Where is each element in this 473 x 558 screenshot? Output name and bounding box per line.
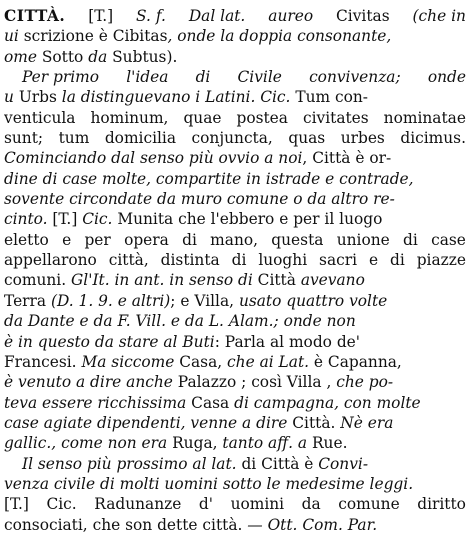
text-run: [T.] <box>88 7 114 25</box>
entry-line <box>4 474 466 494</box>
text-run: Subtus). <box>112 47 178 66</box>
text-run: per <box>84 230 111 249</box>
text-run: Ruga, <box>167 434 223 453</box>
text-run: Nè era <box>340 413 394 432</box>
text-run: civitates <box>302 108 369 127</box>
text-run: diritto <box>417 495 466 514</box>
text-run: Civitas <box>336 7 390 25</box>
text-run: : Parla al modo de' <box>214 332 361 351</box>
entry-line <box>4 393 466 413</box>
entry-line <box>4 128 466 148</box>
text-run: luoghi <box>258 251 308 270</box>
entry-line <box>4 169 466 189</box>
text-run: Urbs <box>18 88 62 107</box>
text-run: di <box>389 251 405 270</box>
text-run: Palazzo ; così Villa , <box>172 373 337 392</box>
text-run: appellarono <box>4 251 97 270</box>
text-run: Cic. <box>82 210 113 229</box>
text-run: Tum con- <box>290 88 369 107</box>
entry-line <box>4 332 466 352</box>
text-run: Civile <box>237 68 282 87</box>
text-run: scrizione è Cibitas <box>23 27 168 46</box>
text-run: è Capanna, <box>309 352 402 371</box>
text-run: [T.] <box>4 495 29 514</box>
text-run: è in questo da stare al Buti <box>4 332 215 351</box>
text-run: distinta <box>160 251 220 270</box>
text-run: aureo <box>268 7 314 25</box>
text-run: è venuto a dire anche <box>4 373 173 392</box>
text-run: piazze <box>416 251 466 270</box>
text-run: d' <box>198 495 214 514</box>
entry-line <box>4 413 466 433</box>
text-run: di Città è <box>236 454 319 473</box>
text-run: case <box>431 230 466 249</box>
text-run: eletto <box>4 230 49 249</box>
entry-line <box>4 209 466 229</box>
text-run: sacri <box>319 251 358 270</box>
entry-line <box>4 372 466 392</box>
text-run: da <box>83 47 113 66</box>
text-run: Gl'It. in ant. in senso di <box>71 271 253 290</box>
text-run: gallic., come non era <box>4 434 168 453</box>
entry-line <box>4 270 466 290</box>
entry-line <box>4 433 466 453</box>
text-run: Ma siccome <box>81 352 175 371</box>
text-run: — Ott. Com. Par. <box>247 515 378 534</box>
text-run: cinto. <box>4 210 53 229</box>
dictionary-entry <box>4 6 466 535</box>
entry-line <box>4 291 466 311</box>
entry-line <box>4 6 466 26</box>
text-run: di campagna, con molte <box>234 393 421 412</box>
text-run: Convi- <box>318 454 369 473</box>
text-run: Francesi. <box>4 352 82 371</box>
text-run: dine di case molte, compartite in istrade e contrade, <box>4 169 414 188</box>
text-run: la distinguevano i Latini. Cic. <box>61 88 291 107</box>
text-run: onde <box>427 68 466 87</box>
text-run: Il senso più prossimo al lat. <box>22 454 237 473</box>
text-run: dicimus. <box>400 129 466 148</box>
text-run: Città <box>252 271 301 290</box>
text-run: quae <box>183 108 222 127</box>
entry-line <box>4 108 466 128</box>
text-run: u <box>4 88 19 107</box>
text-run: (che in <box>412 7 466 25</box>
text-run: da <box>301 495 321 514</box>
text-run: Casa, <box>174 352 228 371</box>
text-run: mano, <box>210 230 259 249</box>
entry-line <box>4 515 466 535</box>
text-run: CITTÀ. <box>4 7 66 25</box>
text-run: teva essere ricchissima <box>4 393 187 412</box>
text-run: convivenza; <box>309 68 401 87</box>
text-run: hominum, <box>90 108 169 127</box>
text-run: ui <box>4 27 24 46</box>
text-run: opera <box>124 230 169 249</box>
text-run: e <box>62 230 72 249</box>
text-run: usato quattro volte <box>238 291 388 310</box>
text-run: Sotto <box>41 47 84 66</box>
text-run: comuni. <box>4 271 72 290</box>
text-run: di <box>195 68 211 87</box>
text-run: conjuncta, <box>191 129 273 148</box>
text-run: avevano <box>300 271 365 290</box>
entry-line <box>4 454 466 474</box>
text-run: venza civile di molti uomini sotto le medesime leggi. <box>4 474 414 493</box>
text-run: Dal lat. <box>188 7 246 25</box>
text-run: venticula <box>4 108 76 127</box>
text-run: che po- <box>336 373 394 392</box>
text-run: sovente circondate da muro comune o da altro re- <box>4 190 395 209</box>
text-run: urbes <box>340 129 385 148</box>
text-run: città, <box>108 251 149 270</box>
text-run: Radunanze <box>94 495 182 514</box>
text-run: domicilia <box>104 129 177 148</box>
entry-line <box>4 352 466 372</box>
text-run: unione <box>336 230 390 249</box>
text-run: l'idea <box>126 68 169 87</box>
text-run: sunt; <box>4 129 44 148</box>
text-run: consociati, che son dette città. <box>4 515 248 534</box>
entry-line <box>4 230 466 250</box>
entry-line <box>4 87 466 107</box>
text-run: Munita che l'ebbero e per il luogo <box>112 210 383 229</box>
text-run: (D. 1. 9. e altri) <box>50 291 171 310</box>
text-run: , onde la doppia consonante, <box>167 27 392 46</box>
text-run: Per primo <box>22 68 100 87</box>
text-run: comune <box>338 495 400 514</box>
text-run: Cic. <box>46 495 77 514</box>
text-run: S. f. <box>136 7 166 25</box>
entry-line <box>4 494 466 514</box>
text-run: [T.] <box>52 210 83 229</box>
text-run: e <box>368 251 379 270</box>
text-run: questa <box>271 230 324 249</box>
text-run: da Dante e da F. Vill. e da L. Alam.; onde non <box>4 312 356 331</box>
text-run: Rue. <box>307 434 348 453</box>
entry-line <box>4 26 466 46</box>
text-run: case agiate dipendenti, venne a dire <box>4 413 288 432</box>
entry-line <box>4 67 466 87</box>
entry-line <box>4 250 466 270</box>
text-run: di <box>182 230 197 249</box>
text-run: di <box>403 230 418 249</box>
entry-line <box>4 148 466 168</box>
text-run: postea <box>236 108 288 127</box>
text-run: Città. <box>287 413 341 432</box>
entry-line <box>4 189 466 209</box>
text-run: Casa <box>186 393 235 412</box>
entry-line <box>4 311 466 331</box>
text-run: Terra <box>4 291 51 310</box>
text-run: che ai Lat. <box>227 352 310 371</box>
text-run: uomini <box>230 495 285 514</box>
text-run: nominatae <box>383 108 466 127</box>
text-run: ; e Villa, <box>170 291 239 310</box>
text-run: di <box>231 251 247 270</box>
entry-line <box>4 47 466 67</box>
text-run: tum <box>58 129 90 148</box>
text-run: Cominciando dal senso più ovvio a noi <box>4 149 303 168</box>
text-run: quas <box>288 129 326 148</box>
text-run: tanto aff. a <box>222 434 308 453</box>
text-run: ome <box>4 47 42 66</box>
text-run: , Città è or- <box>302 149 392 168</box>
